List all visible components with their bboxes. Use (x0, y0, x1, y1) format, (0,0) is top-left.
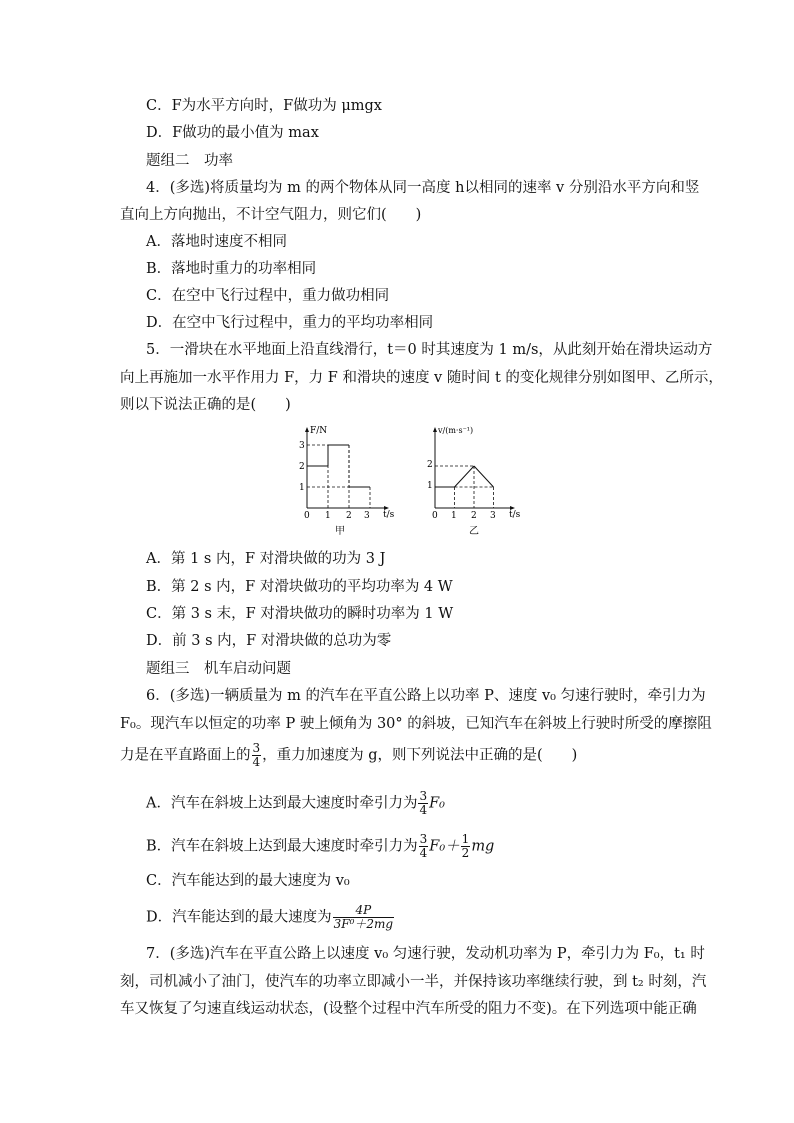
graph-yi-xtick-3: 3 (490, 511, 496, 521)
q4-option-a: A．落地时速度不相同 (146, 234, 287, 250)
graph-yi-xlabel: t/s (509, 510, 521, 520)
q5-stem-line1: 5．一滑块在水平地面上沿直线滑行，t＝0 时其速度为 1 m/s，从此刻开始在滑块运动方 (146, 342, 713, 358)
section-heading-group3: 题组三 机车启动问题 (146, 661, 291, 677)
q6-option-c: C．汽车能达到的最大速度为 v₀ (146, 873, 350, 889)
graph-yi-xtick-0: 0 (432, 511, 438, 521)
q7-stem-line3: 车又恢复了匀速直线运动状态，(设整个过程中汽车所受的阻力不变)。在下列选项中能正确 (120, 1001, 697, 1017)
q6-stem-line3 (120, 742, 577, 769)
graph-jia-xtick-0: 0 (304, 511, 310, 521)
graph-yi-ylabel: v/(m·s⁻¹) (438, 426, 474, 435)
q6-stem-line3-a: 力是在平直路面上的 (120, 747, 251, 764)
q4-option-c: C．在空中飞行过程中，重力做功相同 (146, 288, 390, 304)
q5-option-a: A．第 1 s 内，F 对滑块做的功为 3 J (146, 551, 386, 567)
graph-yi-y-arrow (433, 427, 437, 432)
graph-jia-y-arrow (305, 427, 309, 432)
q6-option-b-fraction-b: $\frac{1}{2}$ (461, 832, 470, 860)
graph-yi-ytick-2: 2 (427, 460, 433, 470)
q4-stem-line2: 直向上方向抛出，不计空气阻力，则它们( ) (120, 207, 422, 223)
q4-option-d: D．在空中飞行过程中，重力的平均功率相同 (146, 315, 434, 331)
q6-stem-line1: 6．(多选)一辆质量为 m 的汽车在平直公路上以功率 P、速度 v₀ 匀速行驶时，牵引力为 (146, 688, 706, 704)
q6-option-d-fraction: $\frac{4P}{\text{3F⁰＋2mg}}$ (333, 903, 394, 931)
q4-stem-line1: 4．(多选)将质量均为 m 的两个物体从同一高度 h以相同的速率 v 分别沿水平方向和竖 (146, 180, 700, 196)
q6-option-a: A．汽车在斜坡上达到最大速度时牵引力为 $\frac{3}{4}$ F₀ (146, 789, 445, 817)
graph-jia-series (307, 445, 370, 487)
q3-option-c: C．F为水平方向时，F做功为 μmgx (146, 98, 382, 114)
q5-option-b: B．第 2 s 内，F 对滑块做功的平均功率为 4 W (146, 579, 453, 595)
graph-jia-caption: 甲 (335, 526, 345, 537)
graph-yi-segment (474, 466, 494, 487)
q5-stem-line2: 向上再施加一水平作用力 F，力 F 和滑块的速度 v 随时间 t 的变化规律分别如图甲、乙所示， (120, 370, 723, 386)
graph-jia (299, 426, 395, 537)
graph-jia-ytick-3: 3 (299, 441, 305, 451)
q6-stem-line2: F₀。现汽车以恒定的功率 P 驶上倾角为 30° 的斜坡，已知汽车在斜坡上行驶时所受的摩擦阻 (120, 716, 712, 732)
graph-yi-series (435, 466, 494, 487)
graph-jia-xtick-1: 1 (325, 511, 331, 521)
graph-jia-ytick-2: 2 (299, 462, 305, 472)
q6-option-b: B．汽车在斜坡上达到最大速度时牵引力为 $\frac{3}{4}$ F₀＋ $\frac{1}{2}$ mg (146, 832, 495, 860)
q4-option-b: B．落地时重力的功率相同 (146, 261, 317, 277)
section-heading-group2: 题组二 功率 (146, 153, 233, 169)
q6-option-b-fraction-a: $\frac{3}{4}$ (419, 832, 428, 860)
q6-option-a-fraction: $\frac{3}{4}$ (419, 789, 428, 817)
graph-jia-ylabel: F/N (310, 426, 328, 436)
graph-yi-ytick-1: 1 (427, 481, 433, 491)
figure-graphs (290, 422, 530, 538)
graph-yi-xtick-1: 1 (451, 511, 457, 521)
q6-stem-line3-b: ，重力加速度为 g，则下列说法中正确的是( ) (262, 747, 578, 764)
graph-jia-xtick-2: 2 (346, 511, 352, 521)
graph-jia-guides (307, 445, 370, 508)
graph-jia-xlabel: t/s (383, 510, 395, 520)
graph-yi-xtick-2: 2 (471, 511, 477, 521)
graph-yi-caption: 乙 (469, 526, 479, 537)
graph-jia-xtick-3: 3 (364, 511, 370, 521)
q5-stem-line3: 则以下说法正确的是( ) (120, 397, 291, 413)
q7-stem-line1: 7．(多选)汽车在平直公路上以速度 v₀ 匀速行驶，发动机功率为 P，牵引力为 F₀，t₁ 时 (146, 946, 705, 962)
q6-option-d: D．汽车能达到的最大速度为 $\frac{4P}{\text{3F⁰＋2mg}}$ (146, 903, 394, 931)
graph-jia-ytick-1: 1 (299, 483, 305, 493)
q7-stem-line2: 刻，司机减小了油门，使汽车的功率立即减小一半，并保持该功率继续行驶，到 t₂ 时刻，汽 (120, 974, 707, 990)
q5-option-c: C．第 3 s 末，F 对滑块做功的瞬时功率为 1 W (146, 606, 454, 622)
graph-yi-segment (455, 466, 475, 487)
q6-fraction-three-quarters: $\frac{3}{4}$ (252, 741, 261, 769)
graph-yi (427, 426, 521, 537)
q3-option-d: D．F做功的最小值为 max (146, 125, 319, 141)
q5-option-d: D．前 3 s 内，F 对滑块做的总功为零 (146, 633, 392, 649)
